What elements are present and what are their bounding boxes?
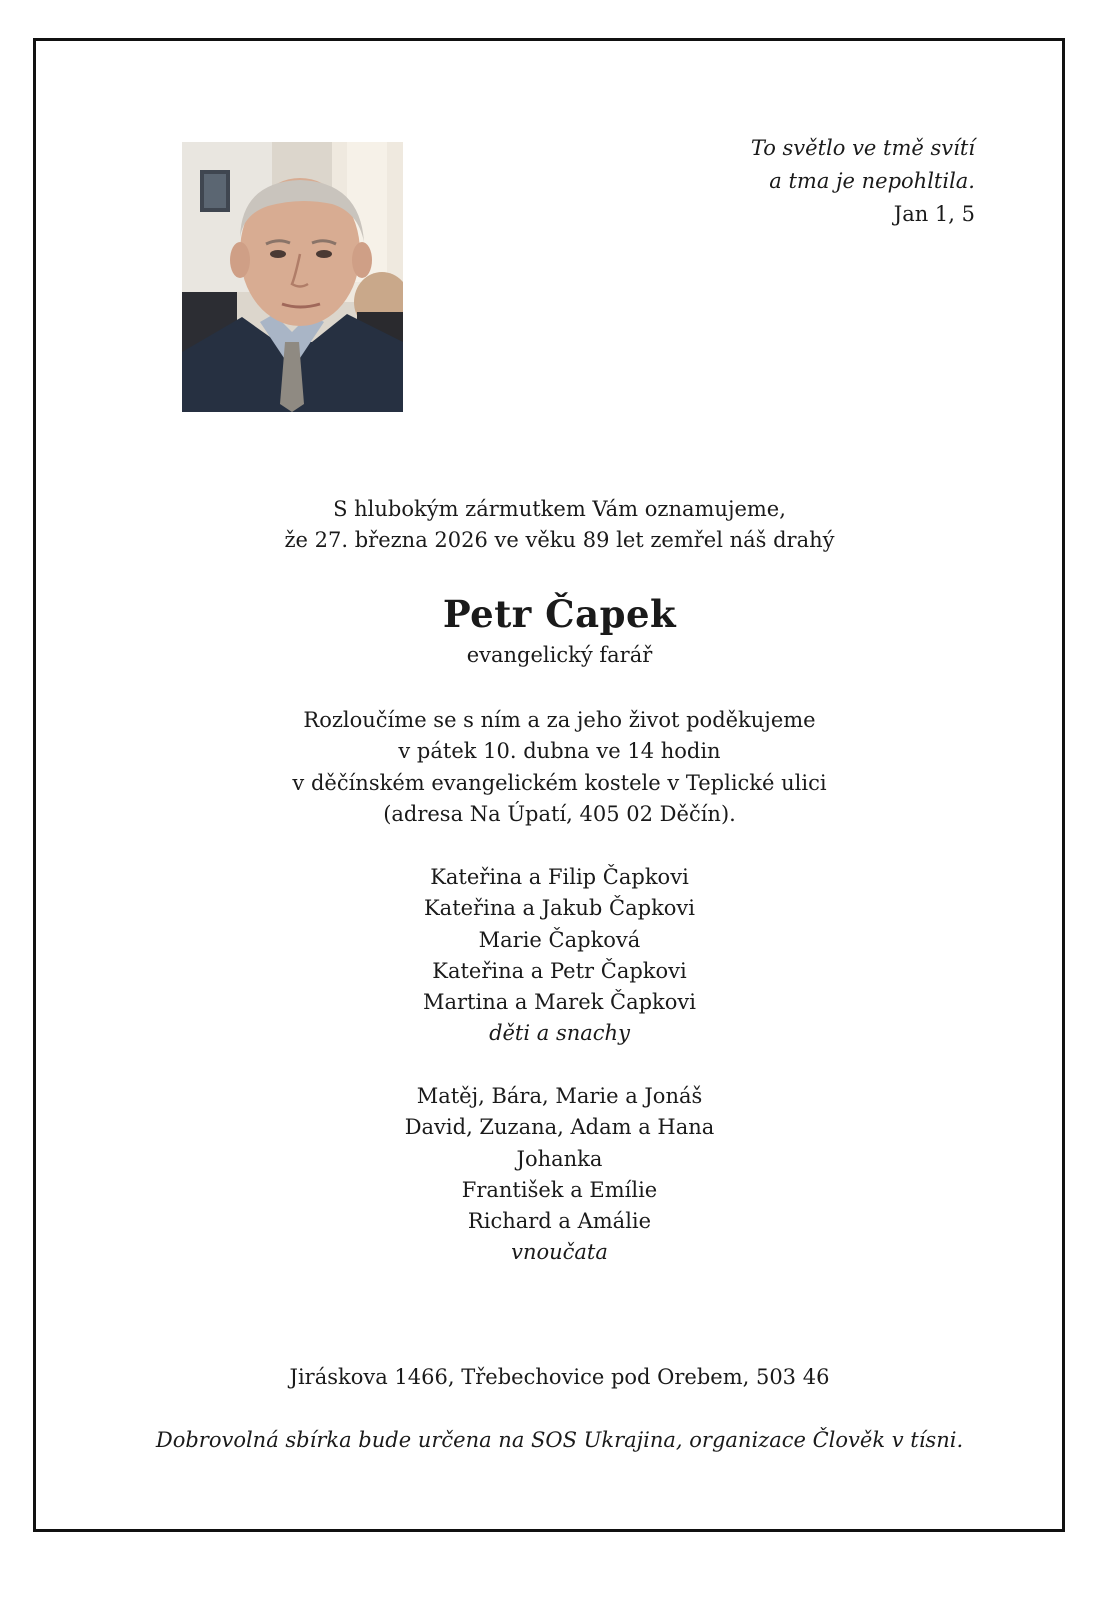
list-item: Martina a Marek Čapkovi [423,990,696,1015]
list-item: Kateřina a Petr Čapkovi [432,958,687,983]
list-item: Kateřina a Filip Čapkovi [430,865,689,889]
ceremony-line-4: (adresa Na Úpatí, 405 02 Děčín). [383,801,736,826]
announcement-line-1: S hlubokým zármutkem Vám oznamujeme, [333,497,786,521]
family-address: Jiráskova 1466, Třebechovice pod Orebem, 503 46 [289,1365,830,1389]
grandchildren-label: vnoučata [511,1240,608,1265]
ceremony-line-2: v pátek 10. dubna ve 14 hodin [398,739,721,764]
deceased-name: Petr Čapek [442,592,677,636]
verse-line-2: a tma je nepohltila. [769,169,975,193]
verse-line-1: To světlo ve tmě svítí [750,136,975,160]
deceased-title: evangelický farář [466,643,653,667]
bible-verse [751,132,975,231]
collection-block [0,1425,1119,1456]
ceremony-line-1: Rozloučíme se s ním a za jeho život poděkujeme [303,708,816,732]
announcement [0,494,1119,557]
list-item: Kateřina a Jakub Čapkovi [423,896,696,921]
list-item: Johanka [516,1146,603,1171]
address-block [0,1362,1119,1393]
list-item: Matěj, Bára, Marie a Jonáš [416,1084,703,1108]
announcement-line-2: že 27. března 2026 ve věku 89 let zemřel náš drahý [284,528,835,553]
list-item: František a Emílie [461,1177,658,1202]
verse-reference: Jan 1, 5 [893,202,975,226]
deceased-title-block [0,640,1119,671]
children-list [0,862,1119,1050]
ceremony-info [0,705,1119,830]
children-label: děti a snachy [489,1021,630,1046]
collection-note: Dobrovolná sbírka bude určena na SOS Ukrajina, organizace Člověk v tísni. [155,1428,964,1452]
list-item: Richard a Amálie [467,1209,652,1234]
list-item: Marie Čapková [478,927,641,952]
portrait-photo [182,142,403,412]
list-item: David, Zuzana, Adam a Hana [404,1115,715,1140]
grandchildren-list [0,1081,1119,1269]
ceremony-line-3: v děčínském evangelickém kostele v Teplické ulici [292,770,827,795]
